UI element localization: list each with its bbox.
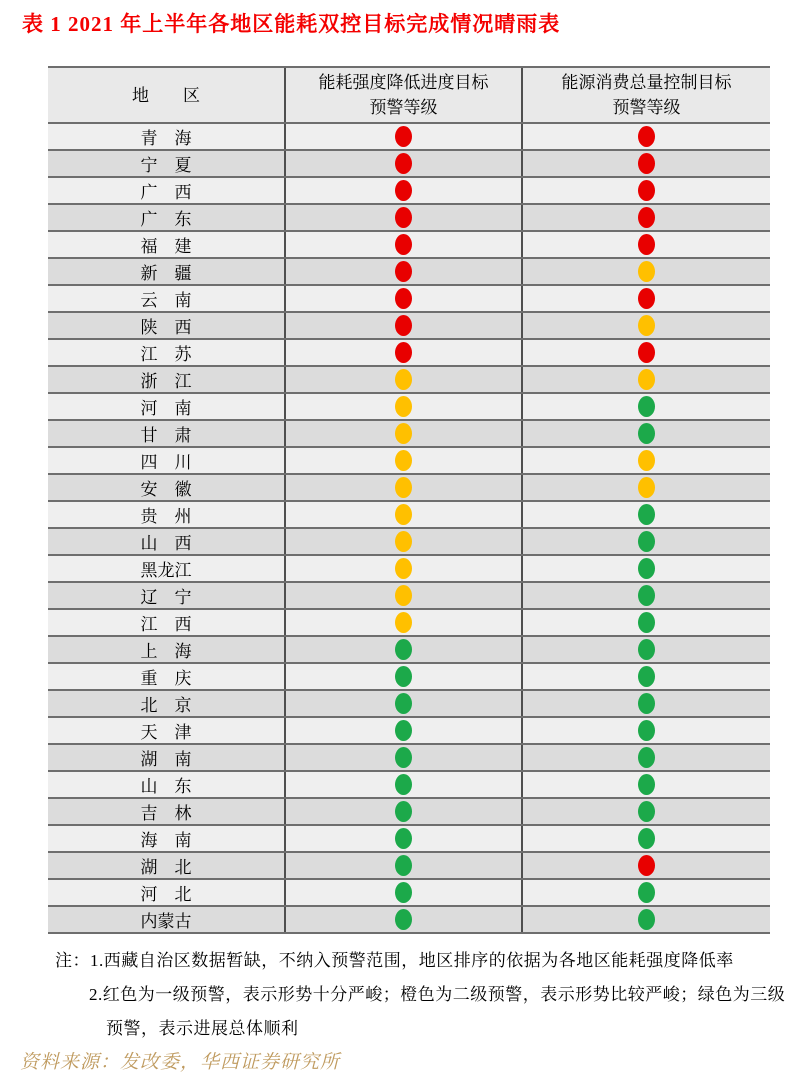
region-name: 河 南 [48,393,285,420]
intensity-warning-cell [285,312,522,339]
region-name: 安 徽 [48,474,285,501]
total-warning-cell [522,420,770,447]
green-warning-dot-icon [638,396,655,417]
total-warning-cell [522,312,770,339]
table-row [48,123,770,150]
intensity-warning-cell [285,555,522,582]
green-warning-dot-icon [395,855,412,876]
table-row [48,717,770,744]
region-name: 黑龙江 [48,555,285,582]
total-warning-cell [522,393,770,420]
table-row [48,150,770,177]
yellow-warning-dot-icon [395,612,412,633]
region-name: 湖 南 [48,744,285,771]
intensity-warning-cell [285,501,522,528]
table-row [48,555,770,582]
table-row [48,879,770,906]
region-name: 广 东 [48,204,285,231]
dual-control-warning-table [48,66,770,934]
intensity-warning-cell [285,231,522,258]
green-warning-dot-icon [638,720,655,741]
total-warning-cell [522,636,770,663]
intensity-warning-cell [285,285,522,312]
region-name: 吉 林 [48,798,285,825]
green-warning-dot-icon [395,693,412,714]
red-warning-dot-icon [638,207,655,228]
region-name: 辽 宁 [48,582,285,609]
green-warning-dot-icon [395,720,412,741]
intensity-warning-cell [285,771,522,798]
table-row [48,339,770,366]
table-row [48,474,770,501]
table-title: 表 1 2021 年上半年各地区能耗双控目标完成情况晴雨表 [22,12,561,36]
intensity-warning-cell [285,204,522,231]
region-name: 甘 肃 [48,420,285,447]
yellow-warning-dot-icon [395,423,412,444]
table-row [48,852,770,879]
yellow-warning-dot-icon [395,558,412,579]
red-warning-dot-icon [638,342,655,363]
total-warning-cell [522,906,770,933]
intensity-warning-cell [285,258,522,285]
total-warning-cell [522,825,770,852]
intensity-warning-cell [285,744,522,771]
table-row [48,663,770,690]
total-warning-cell [522,339,770,366]
intensity-warning-cell [285,393,522,420]
total-warning-cell [522,528,770,555]
table-row [48,285,770,312]
region-name: 山 东 [48,771,285,798]
intensity-warning-cell [285,906,522,933]
region-name: 湖 北 [48,852,285,879]
red-warning-dot-icon [395,180,412,201]
red-warning-dot-icon [395,315,412,336]
green-warning-dot-icon [638,639,655,660]
red-warning-dot-icon [395,153,412,174]
table-row [48,582,770,609]
green-warning-dot-icon [638,693,655,714]
total-warning-cell [522,744,770,771]
table-row [48,825,770,852]
green-warning-dot-icon [638,774,655,795]
intensity-warning-cell [285,636,522,663]
region-name: 江 苏 [48,339,285,366]
footnotes [55,944,800,1046]
footnote-line-1: 注：1.西藏自治区数据暂缺，不纳入预警范围，地区排序的依据为各地区能耗强度降低率 [55,951,734,970]
table-row [48,636,770,663]
yellow-warning-dot-icon [638,477,655,498]
table-row [48,231,770,258]
footnote-line-3: 预警，表示进展总体顺利 [106,1019,299,1038]
table-row [48,366,770,393]
total-warning-cell [522,690,770,717]
green-warning-dot-icon [395,882,412,903]
header-intensity-line1: 能耗强度降低进度目标 [318,73,489,92]
red-warning-dot-icon [395,234,412,255]
green-warning-dot-icon [395,828,412,849]
total-warning-cell [522,150,770,177]
yellow-warning-dot-icon [395,585,412,606]
total-warning-cell [522,474,770,501]
region-name: 内蒙古 [48,906,285,933]
red-warning-dot-icon [638,855,655,876]
region-name: 云 南 [48,285,285,312]
green-warning-dot-icon [638,531,655,552]
header-intensity-target [285,67,522,123]
red-warning-dot-icon [395,207,412,228]
table-row [48,312,770,339]
intensity-warning-cell [285,879,522,906]
yellow-warning-dot-icon [638,315,655,336]
red-warning-dot-icon [638,126,655,147]
intensity-warning-cell [285,150,522,177]
intensity-warning-cell [285,663,522,690]
region-name: 江 西 [48,609,285,636]
table-row [48,690,770,717]
yellow-warning-dot-icon [638,450,655,471]
region-name: 天 津 [48,717,285,744]
intensity-warning-cell [285,177,522,204]
region-name: 福 建 [48,231,285,258]
red-warning-dot-icon [395,126,412,147]
red-warning-dot-icon [638,288,655,309]
intensity-warning-cell [285,366,522,393]
total-warning-cell [522,798,770,825]
total-warning-cell [522,204,770,231]
total-warning-cell [522,663,770,690]
region-name: 河 北 [48,879,285,906]
total-warning-cell [522,555,770,582]
header-total-line2: 预警等级 [612,98,681,117]
total-warning-cell [522,717,770,744]
yellow-warning-dot-icon [395,531,412,552]
footnote-line-2: 2.红色为一级预警，表示形势十分严峻；橙色为二级预警，表示形势比较严峻；绿色为三级 [89,985,786,1004]
red-warning-dot-icon [638,180,655,201]
table-row [48,771,770,798]
total-warning-cell [522,285,770,312]
intensity-warning-cell [285,528,522,555]
table-row [48,420,770,447]
intensity-warning-cell [285,123,522,150]
table-row [48,258,770,285]
total-warning-cell [522,447,770,474]
header-intensity-line2: 预警等级 [369,98,438,117]
green-warning-dot-icon [395,666,412,687]
green-warning-dot-icon [638,585,655,606]
table-row [48,177,770,204]
green-warning-dot-icon [395,801,412,822]
intensity-warning-cell [285,690,522,717]
green-warning-dot-icon [395,774,412,795]
header-row [48,67,770,123]
total-warning-cell [522,771,770,798]
region-name: 上 海 [48,636,285,663]
intensity-warning-cell [285,474,522,501]
total-warning-cell [522,123,770,150]
green-warning-dot-icon [638,909,655,930]
total-warning-cell [522,609,770,636]
region-name: 贵 州 [48,501,285,528]
green-warning-dot-icon [638,504,655,525]
intensity-warning-cell [285,447,522,474]
intensity-warning-cell [285,825,522,852]
green-warning-dot-icon [395,747,412,768]
yellow-warning-dot-icon [395,396,412,417]
table-row [48,744,770,771]
green-warning-dot-icon [638,558,655,579]
table-row [48,204,770,231]
table-row [48,393,770,420]
source-line: 资料来源：发改委，华西证券研究所 [20,1052,341,1073]
red-warning-dot-icon [638,153,655,174]
region-name: 浙 江 [48,366,285,393]
intensity-warning-cell [285,798,522,825]
green-warning-dot-icon [638,423,655,444]
region-name: 宁 夏 [48,150,285,177]
green-warning-dot-icon [638,612,655,633]
region-name: 青 海 [48,123,285,150]
header-total-consumption-target [522,67,770,123]
region-name: 重 庆 [48,663,285,690]
green-warning-dot-icon [395,909,412,930]
green-warning-dot-icon [395,639,412,660]
green-warning-dot-icon [638,747,655,768]
total-warning-cell [522,852,770,879]
region-name: 山 西 [48,528,285,555]
yellow-warning-dot-icon [395,504,412,525]
yellow-warning-dot-icon [638,369,655,390]
yellow-warning-dot-icon [638,261,655,282]
intensity-warning-cell [285,852,522,879]
total-warning-cell [522,501,770,528]
red-warning-dot-icon [395,342,412,363]
total-warning-cell [522,366,770,393]
red-warning-dot-icon [638,234,655,255]
yellow-warning-dot-icon [395,450,412,471]
table-row [48,528,770,555]
green-warning-dot-icon [638,828,655,849]
intensity-warning-cell [285,609,522,636]
region-name: 北 京 [48,690,285,717]
intensity-warning-cell [285,420,522,447]
region-name: 广 西 [48,177,285,204]
region-name: 四 川 [48,447,285,474]
table-row [48,447,770,474]
total-warning-cell [522,879,770,906]
green-warning-dot-icon [638,882,655,903]
total-warning-cell [522,231,770,258]
table-row [48,906,770,933]
total-warning-cell [522,258,770,285]
green-warning-dot-icon [638,666,655,687]
intensity-warning-cell [285,339,522,366]
red-warning-dot-icon [395,261,412,282]
yellow-warning-dot-icon [395,477,412,498]
intensity-warning-cell [285,717,522,744]
yellow-warning-dot-icon [395,369,412,390]
header-region: 地 区 [48,67,285,123]
table-row [48,609,770,636]
header-total-line1: 能源消费总量控制目标 [561,73,732,92]
intensity-warning-cell [285,582,522,609]
table-row [48,798,770,825]
red-warning-dot-icon [395,288,412,309]
total-warning-cell [522,177,770,204]
total-warning-cell [522,582,770,609]
region-name: 海 南 [48,825,285,852]
region-name: 新 疆 [48,258,285,285]
region-name: 陕 西 [48,312,285,339]
green-warning-dot-icon [638,801,655,822]
table-row [48,501,770,528]
